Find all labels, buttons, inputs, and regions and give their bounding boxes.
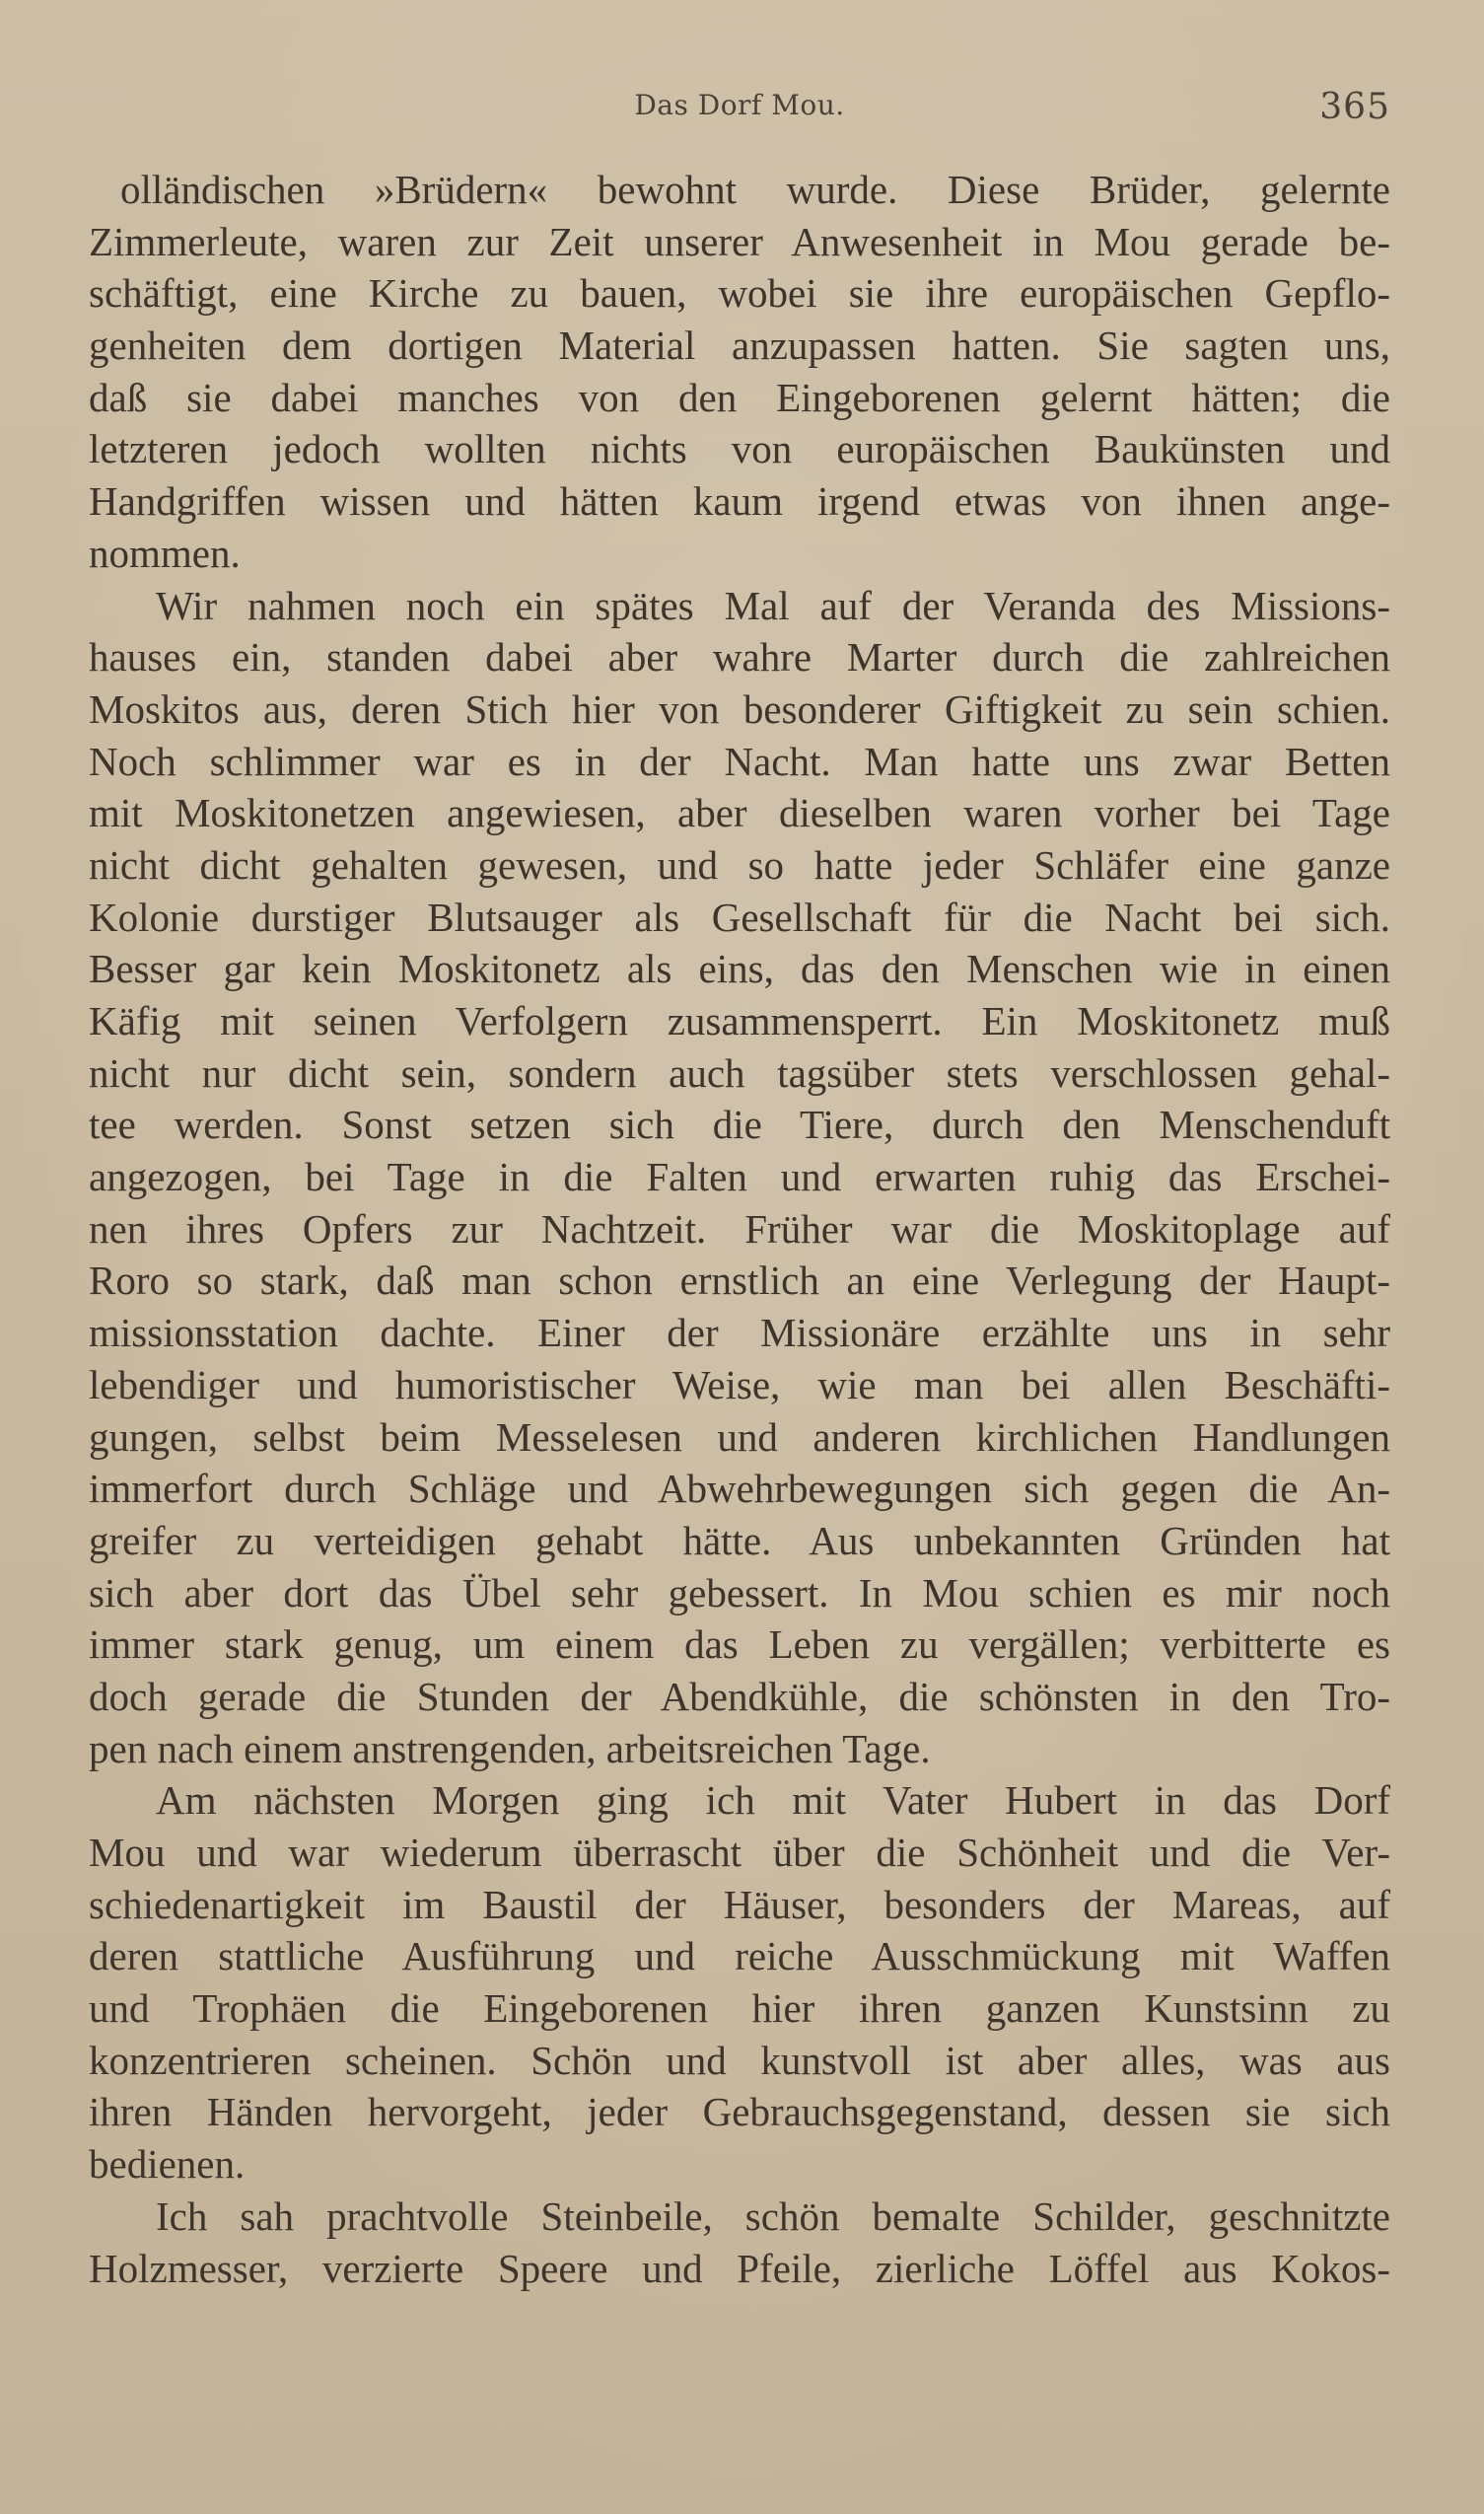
text-line: sich aber dort das Übel sehr gebessert. In Mou schien es mir noch [89, 1569, 1390, 1616]
text-line: nommen. [89, 530, 241, 576]
text-line: hauses ein, standen dabei aber wahre Marter durch die zahlreichen [89, 634, 1390, 681]
text-line: greifer zu verteidigen gehabt hätte. Aus unbekannten Gründen hat [89, 1517, 1390, 1563]
text-line: Besser gar kein Moskitonetz als eins, das den Menschen wie in einen [89, 946, 1390, 992]
text-line: missionsstation dachte. Einer der Missionäre erzählte uns in sehr [89, 1310, 1390, 1356]
text-line: Noch schlimmer war es in der Nacht. Man hatte uns zwar Betten [89, 738, 1390, 784]
body-text [89, 164, 1390, 2294]
text-line: tee werden. Sonst setzen sich die Tiere, durch den Menschenduft [89, 1102, 1390, 1148]
text-line: nicht nur dicht sein, sondern auch tagsüber stets verschlossen gehal- [89, 1049, 1390, 1096]
page-header [89, 87, 1390, 136]
text-line: ihren Händen hervorgeht, jeder Gebrauchsgegenstand, dessen sie sich [89, 2089, 1390, 2135]
text-line: lebendiger und humoristischer Weise, wie man bei allen Beschäfti- [89, 1361, 1390, 1407]
running-title: Das Dorf Mou. [634, 89, 845, 121]
text-line: schäftigt, eine Kirche zu bauen, wobei sie ihre europäischen Gepflo- [89, 270, 1390, 317]
text-line: gungen, selbst beim Messelesen und anderen kirchlichen Handlungen [89, 1413, 1390, 1460]
text-line: daß sie dabei manches von den Eingeborenen gelernt hätten; die [89, 374, 1390, 420]
text-line: angezogen, bei Tage in die Falten und erwarten ruhig das Erschei- [89, 1154, 1390, 1200]
text-line: Am nächsten Morgen ging ich mit Vater Hubert in das Dorf [156, 1777, 1390, 1824]
text-line: nen ihres Opfers zur Nachtzeit. Früher war die Moskitoplage auf [89, 1205, 1390, 1252]
text-line: bedienen. [89, 2141, 246, 2188]
text-line: deren stattliche Ausführung und reiche Ausschmückung mit Waffen [89, 1933, 1390, 1979]
text-line: doch gerade die Stunden der Abendkühle, die schönsten in den Tro- [89, 1673, 1390, 1719]
text-line: Handgriffen wissen und hätten kaum irgend etwas von ihnen ange- [89, 478, 1390, 525]
text-line: Holzmesser, verzierte Speere und Pfeile, zierliche Löffel aus Kokos- [89, 2245, 1390, 2291]
text-line: konzentrieren scheinen. Schön und kunstvoll ist aber alles, was aus [89, 2037, 1390, 2083]
text-line: Kolonie durstiger Blutsauger als Gesellschaft für die Nacht bei sich. [89, 894, 1390, 940]
text-line: Wir nahmen noch ein spätes Mal auf der Veranda des Missions- [156, 582, 1390, 628]
text-line: Zimmerleute, waren zur Zeit unserer Anwesenheit in Mou gerade be- [89, 218, 1390, 264]
text-line: immerfort durch Schläge und Abwehrbewegungen sich gegen die An- [89, 1466, 1390, 1512]
text-line: und Trophäen die Eingeborenen hier ihren ganzen Kunstsinn zu [89, 1985, 1390, 2032]
page-number: 365 [1319, 87, 1390, 127]
text-line: mit Moskitonetzen angewiesen, aber dieselben waren vorher bei Tage [89, 790, 1390, 836]
text-line: genheiten dem dortigen Material anzupassen hatten. Sie sagten uns, [89, 323, 1390, 369]
text-line: schiedenartigkeit im Baustil der Häuser, besonders der Mareas, auf [89, 1881, 1390, 1927]
text-line: nicht dicht gehalten gewesen, und so hatte jeder Schläfer eine ganze [89, 841, 1390, 888]
text-line: Roro so stark, daß man schon ernstlich an eine Verlegung der Haupt- [89, 1257, 1390, 1304]
text-line: Ich sah prachtvolle Steinbeile, schön bemalte Schilder, geschnitzte [156, 2192, 1390, 2239]
text-line: Käfig mit seinen Verfolgern zusammensperrt. Ein Moskitonetz muß [89, 998, 1390, 1043]
text-line: immer stark genug, um einem das Leben zu vergällen; verbitterte es [89, 1621, 1390, 1668]
text-line: Moskitos aus, deren Stich hier von besonderer Giftigkeit zu sein schien. [89, 685, 1390, 732]
text-line: Mou und war wiederum überrascht über die Schönheit und die Ver- [89, 1830, 1390, 1875]
text-line: letzteren jedoch wollten nichts von europäischen Baukünsten und [89, 426, 1390, 472]
text-line: olländischen »Brüdern« bewohnt wurde. Diese Brüder, gelernte [120, 167, 1390, 212]
text-line: pen nach einem anstrengenden, arbeitsreichen Tage. [89, 1725, 931, 1771]
